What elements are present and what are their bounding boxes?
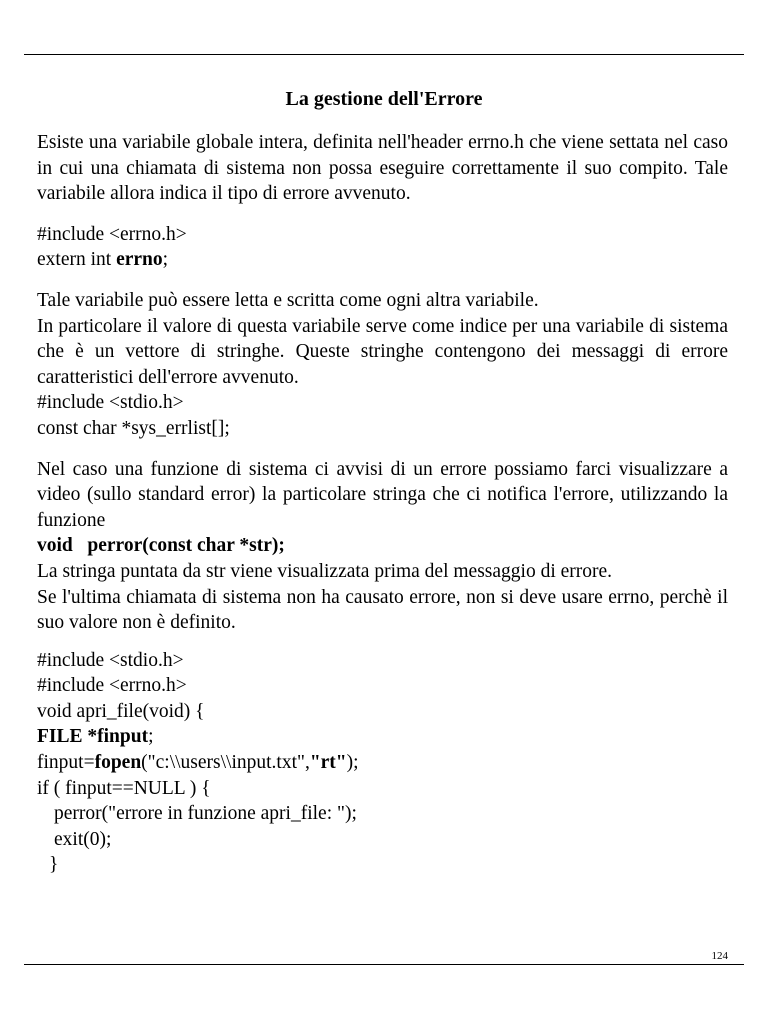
code-include-stdio: #include <stdio.h> [37,392,184,414]
perror-signature: void perror(const char *str); [37,535,285,557]
page-title: La gestione dell'Errore [285,88,483,110]
code-line: perror("errore in funzione apri_file: "); [54,803,357,825]
variable-usage-line: Tale variabile può essere letta e scritta come ogni altra variabile. [37,289,539,311]
footer-rule [24,964,744,965]
sys-errlist-paragraph: In particolare il valore di questa variabile serve come indice per una variabile di sistema che è un vettore di stringhe. Queste stringhe contengono dei messaggi di errore caratteristici dell'errore avvenuto. [37,315,728,388]
code-line: } [49,854,59,876]
code-line: finput=fopen("c:\\users\\input.txt","rt"); [37,752,359,774]
header-rule [24,54,744,55]
code-extern-errno: extern int errno; [37,249,169,271]
code-line: #include <stdio.h> [37,649,184,671]
page-body [37,130,728,878]
code-include-errno: #include <errno.h> [37,223,187,245]
code-sys-errlist: const char *sys_errlist[]; [37,417,230,439]
errno-warning: Se l'ultima chiamata di sistema non ha causato errore, non si deve usare errno, perchè il suo valore non è definito. [37,586,728,634]
code-line: void apri_file(void) { [37,700,205,722]
perror-intro-paragraph: Nel caso una funzione di sistema ci avvisi di un errore possiamo farci visualizzare a video (sullo standard error) la particolare stringa che ci notifica l'errore, utilizzando la funzione [37,458,728,531]
perror-description: La stringa puntata da str viene visualizzata prima del messaggio di errore. [37,560,613,582]
page-number: 124 [711,950,728,962]
code-line: FILE *finput; [37,726,154,748]
code-line: #include <errno.h> [37,675,187,697]
intro-paragraph: Esiste una variabile globale intera, definita nell'header errno.h che viene settata nel caso in cui una chiamata di sistema non possa eseguire correttamente il suo compito. Tale variabile allora indica il tipo di errore avvenuto. [37,132,728,205]
code-line: if ( finput==NULL ) { [37,777,211,799]
code-example [37,648,728,878]
code-line: exit(0); [54,828,112,850]
